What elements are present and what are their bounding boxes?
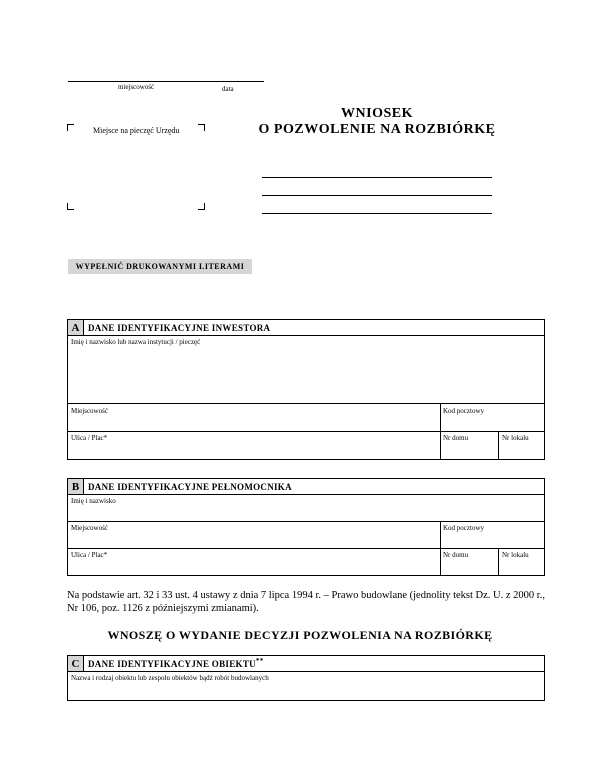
section-a-divider-1 [68, 403, 544, 404]
section-b-letter: B [68, 479, 84, 495]
representative-street-field[interactable]: Ulica / Plac* [71, 551, 108, 559]
section-b-divider-2 [68, 548, 544, 549]
date-label: data [222, 85, 234, 93]
representative-postal-code-field[interactable]: Kod pocztowy [443, 524, 485, 532]
print-capital-letters-notice: WYPEŁNIĆ DRUKOWANYMI LITERAMI [68, 259, 252, 274]
stamp-corner-bl [67, 203, 74, 210]
representative-house-number-field[interactable]: Nr domu [443, 551, 469, 559]
section-c-divider-header [68, 671, 544, 672]
place-date-line[interactable] [68, 81, 264, 82]
addressee-line-2[interactable] [262, 195, 492, 196]
declaration-heading: WNOSZĘ O WYDANIE DECYZJI POZWOLENIA NA ROZBIÓRKĘ [107, 628, 493, 642]
investor-street-field[interactable]: Ulica / Plac* [71, 434, 108, 442]
section-a-letter: A [68, 320, 84, 336]
stamp-corner-tl [67, 124, 74, 131]
section-b-vline-2 [498, 548, 499, 575]
section-a-vline-2 [498, 431, 499, 459]
section-b-title: DANE IDENTYFIKACYJNE PEŁNOMOCNIKA [88, 482, 292, 492]
stamp-corner-tr [198, 124, 205, 131]
section-a-title: DANE IDENTYFIKACYJNE INWESTORA [88, 323, 271, 333]
section-a-divider-header [68, 335, 544, 336]
stamp-label: Miejsce na pieczęć Urzędu [93, 126, 180, 135]
representative-apartment-number-field[interactable]: Nr lokalu [502, 551, 529, 559]
representative-name-field[interactable]: Imię i nazwisko [71, 497, 116, 505]
investor-apartment-number-field[interactable]: Nr lokalu [502, 434, 529, 442]
section-c-title-text: DANE IDENTYFIKACYJNE OBIEKTU [88, 659, 256, 669]
section-c-footnote-mark: ** [255, 657, 264, 665]
investor-name-field[interactable]: Imię i nazwisko lub nazwa instytucji / pieczęć [71, 338, 201, 346]
investor-house-number-field[interactable]: Nr domu [443, 434, 469, 442]
section-b-divider-header [68, 494, 544, 495]
section-a-investor [67, 319, 545, 460]
object-name-field[interactable]: Nazwa i rodzaj obiektu lub zespołu obiektów bądź robót budowlanych [71, 674, 269, 682]
section-c-header [68, 656, 544, 672]
section-a-header [68, 320, 544, 336]
investor-city-field[interactable]: Miejscowość [71, 407, 108, 415]
addressee-line-1[interactable] [262, 177, 492, 178]
addressee-line-3[interactable] [262, 213, 492, 214]
section-a-divider-2 [68, 431, 544, 432]
section-b-header [68, 479, 544, 495]
section-c-letter: C [68, 656, 84, 672]
section-c-object [67, 655, 545, 701]
section-c-title [88, 656, 264, 672]
section-b-divider-1 [68, 521, 544, 522]
place-label: miejscowość [118, 83, 155, 91]
stamp-corner-br [198, 203, 205, 210]
form-title-line1: WNIOSEK [341, 106, 413, 121]
investor-postal-code-field[interactable]: Kod pocztowy [443, 407, 485, 415]
legal-basis-paragraph: Na podstawie art. 32 i 33 ust. 4 ustawy z dnia 7 lipca 1994 r. – Prawo budowlane (jednolity tekst Dz. U. z 2000 r., Nr 106, poz. 1126 z późniejszymi zmianami). [67, 590, 545, 614]
section-b-representative [67, 478, 545, 576]
form-title-line2: O POZWOLENIE NA ROZBIÓRKĘ [258, 122, 496, 137]
representative-city-field[interactable]: Miejscowość [71, 524, 108, 532]
